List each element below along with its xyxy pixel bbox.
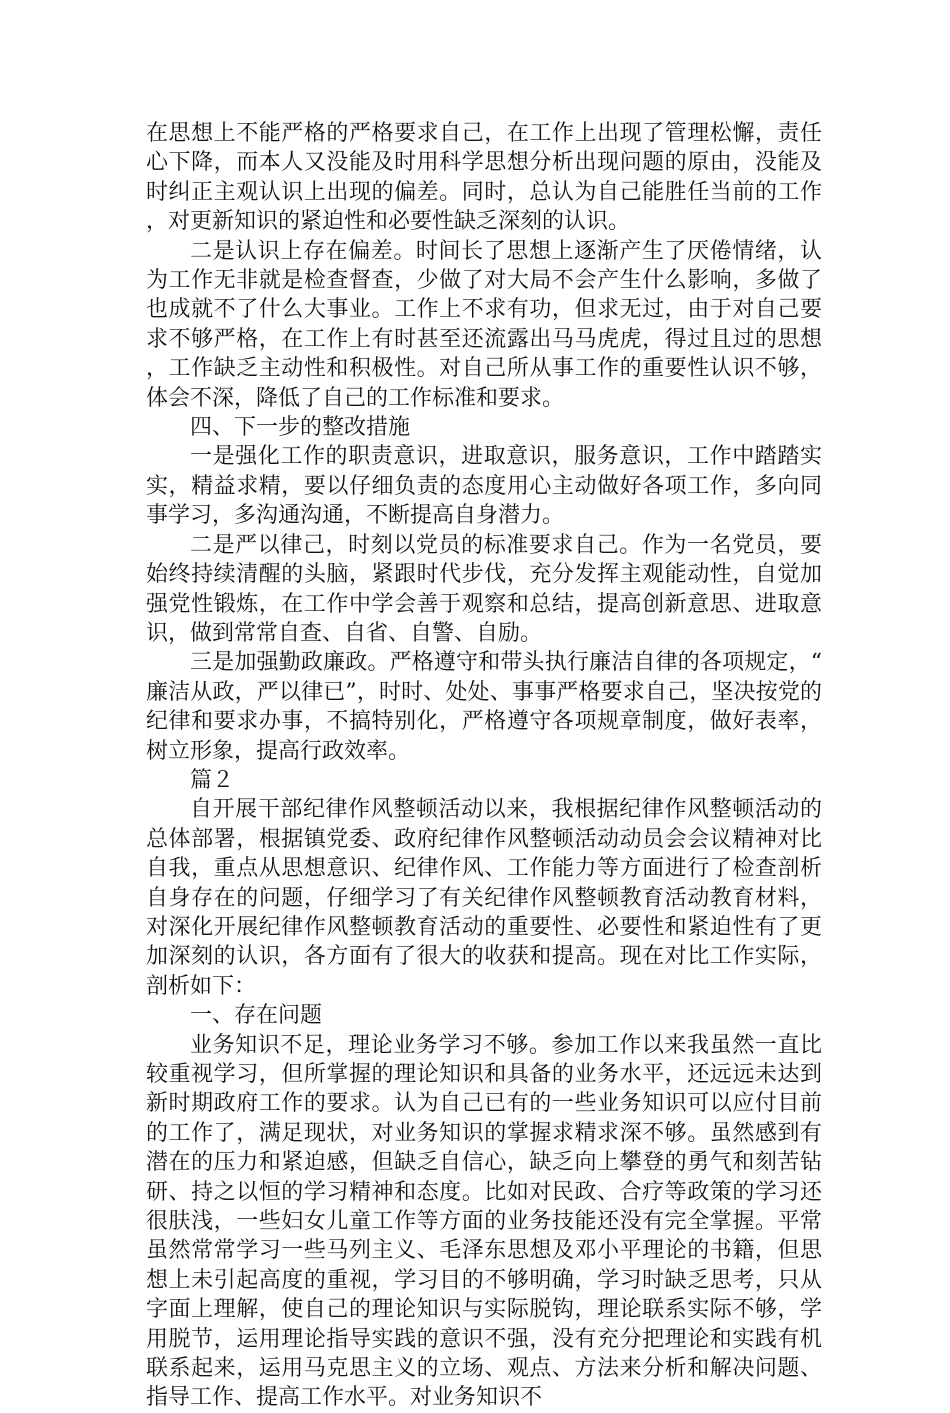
paragraph-measure-three: 三是加强勤政廉政。严格遵守和带头执行廉洁自律的各项规定，“廉洁从政，严以律已”，时时、处处、事事严格要求自己，坚决按党的纪律和要求办事，不搞特别化，严格遵守各项规章制度，做好表率，树立形象，提高行政效率。 [146,650,822,764]
paragraph-business-knowledge: 业务知识不足，理论业务学习不够。参加工作以来我虽然一直比较重视学习，但所掌握的理论知识和具备的业务水平，还远远未达到新时期政府工作的要求。认为自己已有的一些业务知识可以应付目前的工作了，满足现状，对业务知识的掌握求精求深不够。虽然感到有潜在的压力和紧迫感，但缺乏自信心，缺乏向上攀登的勇气和刻苦钻研、持之以恒的学习精神和态度。比如对民政、合疗等政策的学习还很肤浅，一些妇女儿童工作等方面的业务技能还没有完全掌握。平常虽然常常学习一些马列主义、毛泽东思想及邓小平理论的书籍，但思想上未引起高度的重视，学习目的不够明确，学习时缺乏思考，只从字面上理解，使自己的理论知识与实际脱钩，理论联系实际不够，学用脱节，运用理论指导实践的意识不强，没有充分把理论和实践有机联系起来，运用马克思主义的立场、观点、方法来分析和解决问题、指导工作、提高工作水平。对业务知识不 [146,1032,822,1411]
section-heading-rectification: 四、下一步的整改措施 [190,415,411,441]
paragraph-measure-one: 一是强化工作的职责意识，进取意识，服务意识，工作中踏踏实实，精益求精，要以仔细负责的态度用心主动做好各项工作，多向同事学习，多沟通沟通，不断提高自身潜力。 [146,444,822,529]
document-page [146,119,822,1413]
section-heading-problems: 一、存在问题 [190,1003,323,1029]
article-heading-part-two: 篇２ [190,767,235,793]
paragraph-measure-two: 二是严以律己，时刻以党员的标准要求自己。作为一名党员，要始终持续清醒的头脑，紧跟时代步伐，充分发挥主观能动性，自觉加强党性锻炼，在工作中学会善于观察和总结，提高创新意思、进取意识，做到常常自查、自省、自警、自励。 [146,532,822,646]
paragraph-continuation: 在思想上不能严格的严格要求自己，在工作上出现了管理松懈，责任心下降，而本人又没能及时用科学思想分析出现问题的原由，没能及时纠正主观认识上出现的偏差。同时，总认为自己能胜任当前的工作，对更新知识的紧迫性和必要性缺乏深刻的认识。 [146,121,822,235]
paragraph-introduction: 自开展干部纪律作风整顿活动以来，我根据纪律作风整顿活动的总体部署，根据镇党委、政府纪律作风整顿活动动员会会议精神对比自我，重点从思想意识、纪律作风、工作能力等方面进行了检查剖析自身存在的问题，仔细学习了有关纪律作风整顿教育活动教育材料，对深化开展纪律作风整顿教育活动的重要性、必要性和紧迫性有了更加深刻的认识，各方面有了很大的收获和提高。现在对比工作实际，剖析如下： [146,797,822,999]
paragraph-cognition-deviation: 二是认识上存在偏差。时间长了思想上逐渐产生了厌倦情绪，认为工作无非就是检查督查，少做了对大局不会产生什么影响，多做了也成就不了什么大事业。工作上不求有功，但求无过，由于对自己要求不够严格，在工作上有时甚至还流露出马马虎虎，得过且过的思想，工作缺乏主动性和积极性。对自己所从事工作的重要性认识不够，体会不深，降低了自己的工作标准和要求。 [146,238,822,411]
